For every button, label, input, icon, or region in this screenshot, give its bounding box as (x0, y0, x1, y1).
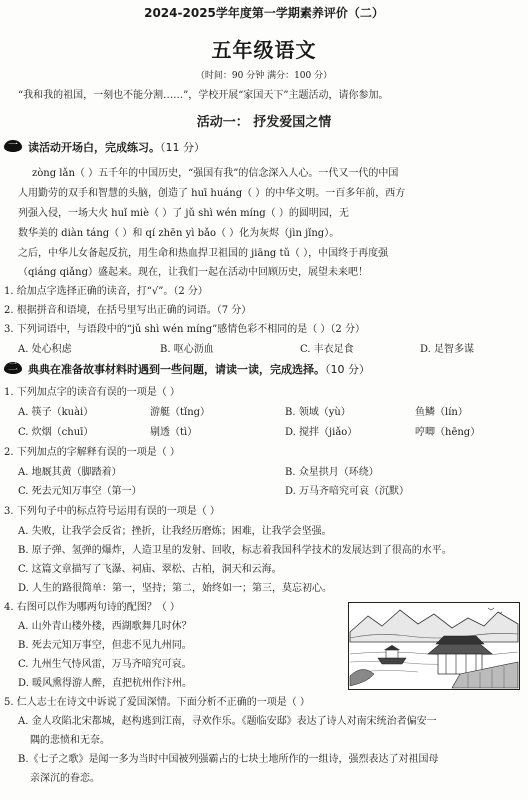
section1-score: （11 分） (160, 141, 205, 154)
q1-c-word2: 剔透（tì） (150, 427, 198, 438)
q1-a-word2: 游艇（tǐng） (150, 407, 211, 418)
passage-line-5: 之后，中华儿女备起反抗，用生命和热血捍卫祖国的 jiāng tǔ（ ），中国终于再度强 (18, 248, 389, 259)
page-title: 五年级语文 (211, 38, 317, 62)
q2-option-a: A. 地厩其黄（脚踏着） (18, 467, 122, 478)
q3-option-c: C. 丰衣足食 (300, 344, 354, 355)
q2-option-d: D. 万马齐喑究可哀（沉默） (285, 486, 410, 497)
q3-option-b: B. 呕心沥血 (160, 344, 214, 355)
section2-title-text: 典典在准备故事材料时遇到一些问题，请读一读，完成选择。 (28, 363, 325, 376)
section2-question-2: 2. 下列加点的字解释有误的一项是（ ） (4, 447, 180, 458)
section1-badge (4, 140, 22, 152)
q3-option-a: A. 处心积虑 (18, 344, 72, 355)
q5-option-a-line2: 隅的悲愤和无奈。 (30, 735, 110, 746)
q4-option-c: C. 九州生气恃风雷，万马齐喑究可哀。 (18, 659, 192, 670)
q3-option-d: D. 足智多谋 (420, 344, 475, 355)
q5-option-a-line1: A. 金人攻陷北宋都城，赵构逃到江南，寻欢作乐。《题临安邸》表达了诗人对南宋统治者偏安一 (18, 716, 437, 727)
passage-line-2: 人用勤劳的双手和智慧的头脑，创造了 huī huáng（ ）的中华文明。一百多年前，西方 (18, 188, 406, 199)
q3b-option-b: B. 原子弹、氢弹的爆炸，人造卫星的发射、回收，标志着我国科学技术的发展达到了很高的水平。 (18, 545, 452, 556)
q4-option-a: A. 山外青山楼外楼，西湖歌舞几时休？ (18, 621, 192, 632)
section1-question-3: 3. 下列词语中，与语段中的“jǔ shì wén míng”感情色彩不相同的是（ ）（2 分） (4, 324, 365, 335)
q3b-option-c: C. 这篇文章描写了飞瀑、祠庙、翠松、古柏，洞天和云海。 (18, 564, 282, 575)
q1-d-word1: D. 搅拌（jiǎo） (285, 427, 358, 438)
q2-option-c: C. 死去元知万事空（第一） (18, 486, 142, 497)
section2-score: （10 分） (325, 363, 370, 376)
q5-option-b-line1: B.《七子之歌》是闻一多为当时中国被列强霸占的七块土地所作的一组诗，强烈表达了对祖国母 (18, 754, 439, 765)
section2-question-4: 4. 右图可以作为哪两句诗的配图？（ ） (4, 602, 180, 613)
q3b-option-d: D. 人生的路很简单：第一，坚持；第二，始终如一；第三，莫忘初心。 (18, 583, 333, 594)
section2-number: 二 (8, 362, 18, 373)
intro-text: “我和我的祖国，一刻也不能分割……”，学校开展“家国天下”主题活动，请你参加。 (18, 90, 389, 101)
section1-question-1: 1. 给加点字选择正确的读音，打“√”。（2 分） (4, 286, 208, 297)
section2-question-3: 3. 下列句子中的标点符号运用有误的一项是（ ） (4, 506, 220, 517)
section1-question-2: 2. 根据拼音和语境，在括号里写出正确的词语。（7 分） (4, 305, 252, 316)
q1-b-word1: B. 领域（yù） (285, 407, 351, 418)
q4-option-d: D. 暖风熏得游人醉，直把杭州作汴州。 (18, 678, 193, 689)
section2-title (28, 361, 370, 377)
q1-c-word1: C. 炊烟（chuī） (18, 427, 94, 438)
west-lake-illustration (348, 602, 520, 690)
q3b-option-a: A. 失败，让我学会反省；挫折，让我经历磨炼；困难，让我学会坚强。 (18, 526, 332, 537)
passage-line-6: （qiáng qiǎng）盛起来。现在，让我们一起在活动中回顾历史，展望未来吧！ (18, 267, 368, 278)
q1-a-word1: A. 筷子（kuài） (18, 407, 94, 418)
q2-option-b: B. 众星拱月（环绕） (285, 467, 379, 478)
section2-badge (4, 362, 22, 374)
section1-number: 一 (8, 140, 18, 151)
q1-b-word2: 鱼鳞（lín） (415, 407, 468, 418)
time-info: （时间：90 分钟 满分：100 分） (195, 71, 333, 81)
passage-line-3: 列强入侵，一场大火 huǐ miè（ ）了 jǔ shì wén míng（ ）的圆明园，无 (18, 208, 349, 219)
activity-title: 活动一： 抒发爱国之情 (196, 115, 332, 130)
passage-line-1: zòng lǎn（ ）五千年的中国历史，“强国有我”的信念深入人心。一代又一代的中国 (32, 168, 399, 179)
section1-title-text: 读活动开场白，完成练习。 (28, 141, 160, 154)
q1-d-word2: 哼唧（hēng） (415, 427, 481, 438)
section2-question-5: 5. 仁人志士在诗文中诉说了爱国深情。下面分析不正确的一项是（ ） (4, 697, 310, 708)
passage-line-4: 数华美的 diàn táng（ ）和 qí zhēn yì bǎo（ ）化为灰烬（jìn jǐng）。 (18, 228, 340, 239)
q5-option-b-line2: 亲深沉的眷恋。 (30, 773, 100, 784)
q4-option-b: B. 死去元知万事空，但悲不见九州同。 (18, 640, 192, 651)
school-year-header: 2024-2025学年度第一学期素养评价（二） (144, 6, 384, 20)
section2-question-1: 1. 下列加点字的读音有误的一项是（ ） (4, 387, 180, 398)
section1-title (28, 139, 205, 155)
